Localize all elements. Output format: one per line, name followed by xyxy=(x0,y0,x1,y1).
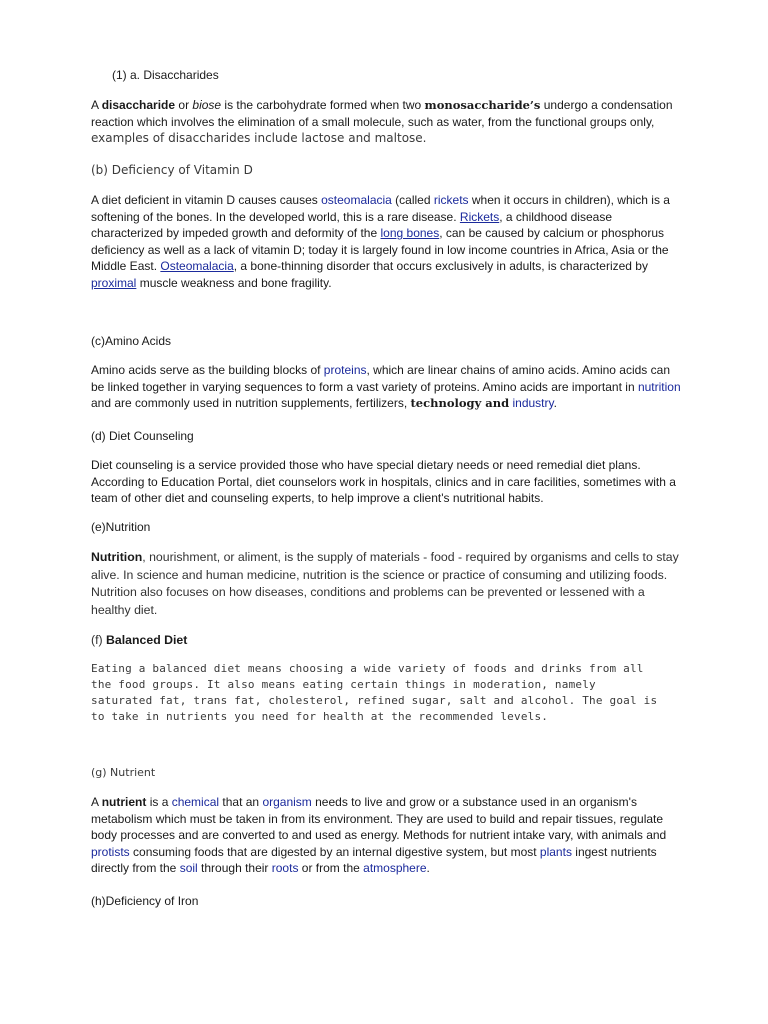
text: ingest nutrients directly from the xyxy=(91,844,657,875)
text: is a xyxy=(146,795,172,809)
paragraph-disaccharides xyxy=(91,97,681,147)
term-disaccharide: disaccharide xyxy=(101,98,176,112)
link-proximal[interactable]: proximal xyxy=(91,275,137,290)
link-soil[interactable]: soil xyxy=(179,861,198,875)
link-chemical[interactable]: chemical xyxy=(171,795,220,809)
text: , which are linear chains of amino acids. Amino acids can be linked together in varying sequences to form a vast variety of proteins. Amino acids are important in xyxy=(91,363,670,394)
link-osteomalacia-2[interactable]: Osteomalacia xyxy=(160,259,234,273)
paragraph-nutrition xyxy=(91,549,681,619)
heading-disaccharides: (1) a. Disaccharides xyxy=(112,68,219,82)
link-nutrition[interactable]: nutrition xyxy=(637,379,681,394)
paragraph-vitamin-d xyxy=(91,192,681,291)
text: when it occurs in children), which is a softening of the bones. In the developed world, this is a rare disease. xyxy=(91,193,670,224)
text: A diet deficient in vitamin D causes causes xyxy=(91,193,322,207)
heading-balanced-diet xyxy=(91,632,681,649)
text: , a childhood disease characterized by impeded growth and deformity of the xyxy=(91,209,612,240)
heading-text: Balanced Diet xyxy=(106,633,188,647)
heading-deficiency-iron: (h)Deficiency of Iron xyxy=(91,894,199,908)
text: or from the xyxy=(298,861,364,875)
text: , a bone-thinning disorder that occurs exclusively in adults, is characterized by xyxy=(233,259,648,273)
heading-prefix: (f) xyxy=(91,633,107,647)
term-nutrition: Nutrition xyxy=(91,550,143,564)
link-protists[interactable]: protists xyxy=(91,844,130,859)
text: is the carbohydrate formed when two xyxy=(221,98,425,112)
term-biose: biose xyxy=(192,98,222,112)
text: or xyxy=(175,98,193,112)
text: consuming foods that are digested by an internal digestive system, but most xyxy=(129,844,540,859)
paragraph-nutrient xyxy=(91,794,681,877)
text: through their xyxy=(197,861,272,875)
link-atmosphere[interactable]: atmosphere xyxy=(363,861,427,875)
link-proteins[interactable]: proteins xyxy=(323,363,367,377)
text: A xyxy=(91,795,102,809)
paragraph-diet-counseling: Diet counseling is a service provided those who have special dietary needs or need remedial diet plans. According to Education Portal, diet counselors work in hospitals, clinics and in care facilities, sometimes with a team of other diet and counseling experts, to help improve a client's nutritional habits. xyxy=(91,458,676,505)
heading-nutrient: (g) Nutrient xyxy=(91,766,156,779)
text: that an xyxy=(219,795,263,809)
text: . xyxy=(426,861,430,875)
heading-amino-acids: (c)Amino Acids xyxy=(91,334,172,348)
heading-vitamin-d: (b) Deficiency of Vitamin D xyxy=(91,163,253,177)
text: muscle weakness and bone fragility. xyxy=(136,275,332,290)
paragraph-balanced-diet: Eating a balanced diet means choosing a wide variety of foods and drinks from all the food groups. It also means eating certain things in moderation, namely saturated fat, trans fat, cholesterol, refined sugar, salt and alcohol. The goal is to take in nutrients you need for health at the recommended levels. xyxy=(91,662,658,723)
link-industry[interactable]: industry xyxy=(512,396,554,410)
link-long-bones[interactable]: long bones xyxy=(380,226,440,240)
link-osteomalacia[interactable]: osteomalacia xyxy=(321,193,392,207)
text: needs to live and grow or a substance used in an organism's metabolism which must be taken in from its environment. They are used to build and repair tissues, regulate body processes and are converted to and used as energy. Methods for nutrient intake vary, with animals and xyxy=(91,795,667,842)
link-rickets[interactable]: rickets xyxy=(433,193,469,207)
link-rickets-2[interactable]: Rickets xyxy=(459,209,500,224)
text: , can be caused by calcium or phosphorus deficiency as well as a lack of vitamin D; today it is largely found in low income countries in Africa, Asia or the Middle East. xyxy=(91,226,669,273)
link-organism[interactable]: organism xyxy=(262,795,312,809)
text: , nourishment, or aliment, is the supply of materials - food - required by organisms and cells to stay alive. In science and human medicine, nutrition is the science or practice of consuming and utilizing foods. Nutrition also focuses on how diseases, conditions and problems can be prevented or lessened with a healthy diet. xyxy=(91,550,679,617)
text: and are commonly used in nutrition supplements, fertilizers, xyxy=(91,396,411,410)
heading-nutrition: (e)Nutrition xyxy=(91,520,151,534)
text: . xyxy=(553,396,557,410)
text: A xyxy=(91,98,102,112)
link-plants[interactable]: plants xyxy=(539,844,572,859)
text: undergo a condensation reaction which involves the elimination of a small molecule, such as water, from the functional groups only, xyxy=(91,98,673,129)
paragraph-amino-acids xyxy=(91,362,681,412)
text: Amino acids serve as the building blocks of xyxy=(91,363,324,377)
term-monosaccharides: monosaccharide’s xyxy=(424,98,541,112)
term-technology: technology and xyxy=(410,396,510,410)
term-nutrient: nutrient xyxy=(101,795,147,809)
link-roots[interactable]: roots xyxy=(271,861,299,875)
text-examples: examples of disaccharides include lactose and maltose. xyxy=(91,131,427,145)
heading-diet-counseling: (d) Diet Counseling xyxy=(91,429,194,443)
text: (called xyxy=(391,193,434,207)
